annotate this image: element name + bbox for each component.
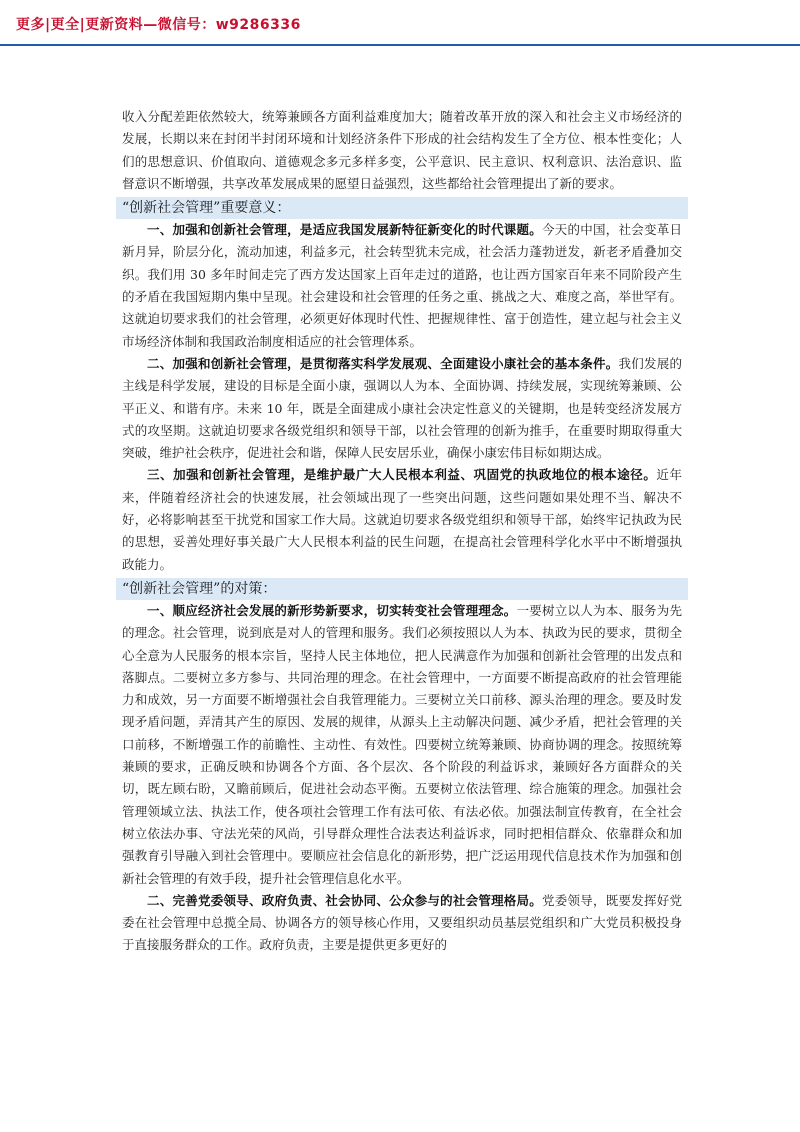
significance-point-3-text: 近年来，伴随着经济社会的快速发展，社会领域出现了一些突出问题，这些问题如果处理不当、解决不好，必将影响甚至干扰党和国家工作大局。这就迫切要求各级党组织和领导干部，始终牢记执政为民的思想，妥善处理好事关最广大人民根本利益的民生问题，在提高社会管理科学化水平中不断增强执政能力。 xyxy=(122,467,682,572)
significance-point-2 xyxy=(122,353,682,464)
significance-point-1-text: 今天的中国，社会变革日新月异，阶层分化，流动加速，利益多元，社会转型犹未完成，社会活力蓬勃迸发，新老矛盾叠加交织。我们用 30 多年时间走完了西方发达国家上百年走过的道路，也让西方国家百年来不同阶段产生的矛盾在我国短期内集中呈现。社会建设和社会管理的任务之重、挑战之大、难度之高，举世罕有。这就迫切要求我们的社会管理，必须更好体现时代性、把握规律性、富于创造性，建立起与社会主义市场经济体制和我国政治制度相适应的社会管理体系。 xyxy=(122,222,682,349)
countermeasure-point-1 xyxy=(122,600,682,890)
significance-point-1-title: 一、加强和创新社会管理，是适应我国发展新特征新变化的时代课题。 xyxy=(147,222,543,238)
document-body xyxy=(122,106,682,957)
countermeasure-point-1-text: 一要树立以人为本、服务为先的理念。社会管理，说到底是对人的管理和服务。我们必须按照以人为本、执政为民的要求，贯彻全心全意为人民服务的根本宗旨，坚持人民主体地位，把人民满意作为加强和创新社会管理的出发点和落脚点。二要树立多方参与、共同治理的理念。在社会管理中，一方面要不断提高政府的社会管理能力和成效，另一方面要不断增强社会自我管理能力。三要树立关口前移、源头治理的理念。要及时发现矛盾问题，弄清其产生的原因、发展的规律，从源头上主动解决问题、减少矛盾，把社会管理的关口前移，不断增强工作的前瞻性、主动性、有效性。四要树立统筹兼顾、协商协调的理念。按照统筹兼顾的要求，正确反映和协调各个方面、各个层次、各个阶段的利益诉求，兼顾好各方面群众的关切，既左顾右盼，又瞻前顾后，促进社会动态平衡。五要树立依法管理、综合施策的理念。加强社会管理领域立法、执法工作，使各项社会管理工作有法可依、有法必依。加强法制宣传教育，在全社会树立依法办事、守法光荣的风尚，引导群众理性合法表达利益诉求，同时把相信群众、依靠群众和加强教育引导融入到社会管理中。要顺应社会信息化的新形势，把广泛运用现代信息技术作为加强和创新社会管理的有效手段，提升社会管理信息化水平。 xyxy=(122,602,682,886)
significance-point-3 xyxy=(122,464,682,575)
countermeasure-point-2 xyxy=(122,890,682,957)
significance-point-3-title: 三、加强和创新社会管理，是维护最广大人民根本利益、巩固党的执政地位的根本途径。 xyxy=(147,467,657,483)
significance-point-2-text: 我们发展的主线是科学发展，建设的目标是全面小康，强调以人为本、全面协调、持续发展，实现统筹兼顾、公平正义、和谐有序。未来 10 年，既是全面建成小康社会决定性意义的关键期，也是转变经济发展方式的攻坚期。这就迫切要求各级党组织和领导干部，以社会管理的创新为推手，在重要时期取得重大突破，维护社会秩序，促进社会和谐，保障人民安居乐业，确保小康宏伟目标如期达成。 xyxy=(122,355,682,461)
section-heading-significance: “创新社会管理”重要意义： xyxy=(116,197,688,219)
countermeasure-point-1-title: 一、顺应经济社会发展的新形势新要求，切实转变社会管理理念。 xyxy=(147,602,517,618)
header-banner: 更多|更全|更新资料—微信号：w9286336 xyxy=(16,17,301,33)
intro-paragraph: 收入分配差距依然较大，统筹兼顾各方面利益难度加大；随着改革开放的深入和社会主义市场经济的发展，长期以来在封闭半封闭环境和计划经济条件下形成的社会结构发生了全方位、根本性变化；人们的思想意识、价值取向、道德观念多元多样多变，公平意识、民主意识、权利意识、法治意识、监督意识不断增强，共享改革发展成果的愿望日益强烈，这些都给社会管理提出了新的要求。 xyxy=(122,109,682,191)
header-divider xyxy=(0,44,800,46)
countermeasure-point-2-text: 党委领导，既要发挥好党委在社会管理中总揽全局、协调各方的领导核心作用，又要组织动员基层党组织和广大党员积极投身于直接服务群众的工作。政府负责，主要是提供更多更好的 xyxy=(122,892,682,953)
significance-point-1 xyxy=(122,219,682,353)
section-heading-countermeasures: “创新社会管理”的对策： xyxy=(116,578,688,600)
countermeasure-point-2-title: 二、完善党委领导、政府负责、社会协同、公众参与的社会管理格局。 xyxy=(147,892,543,908)
significance-point-2-title: 二、加强和创新社会管理，是贯彻落实科学发展观、全面建设小康社会的基本条件。 xyxy=(147,355,619,371)
